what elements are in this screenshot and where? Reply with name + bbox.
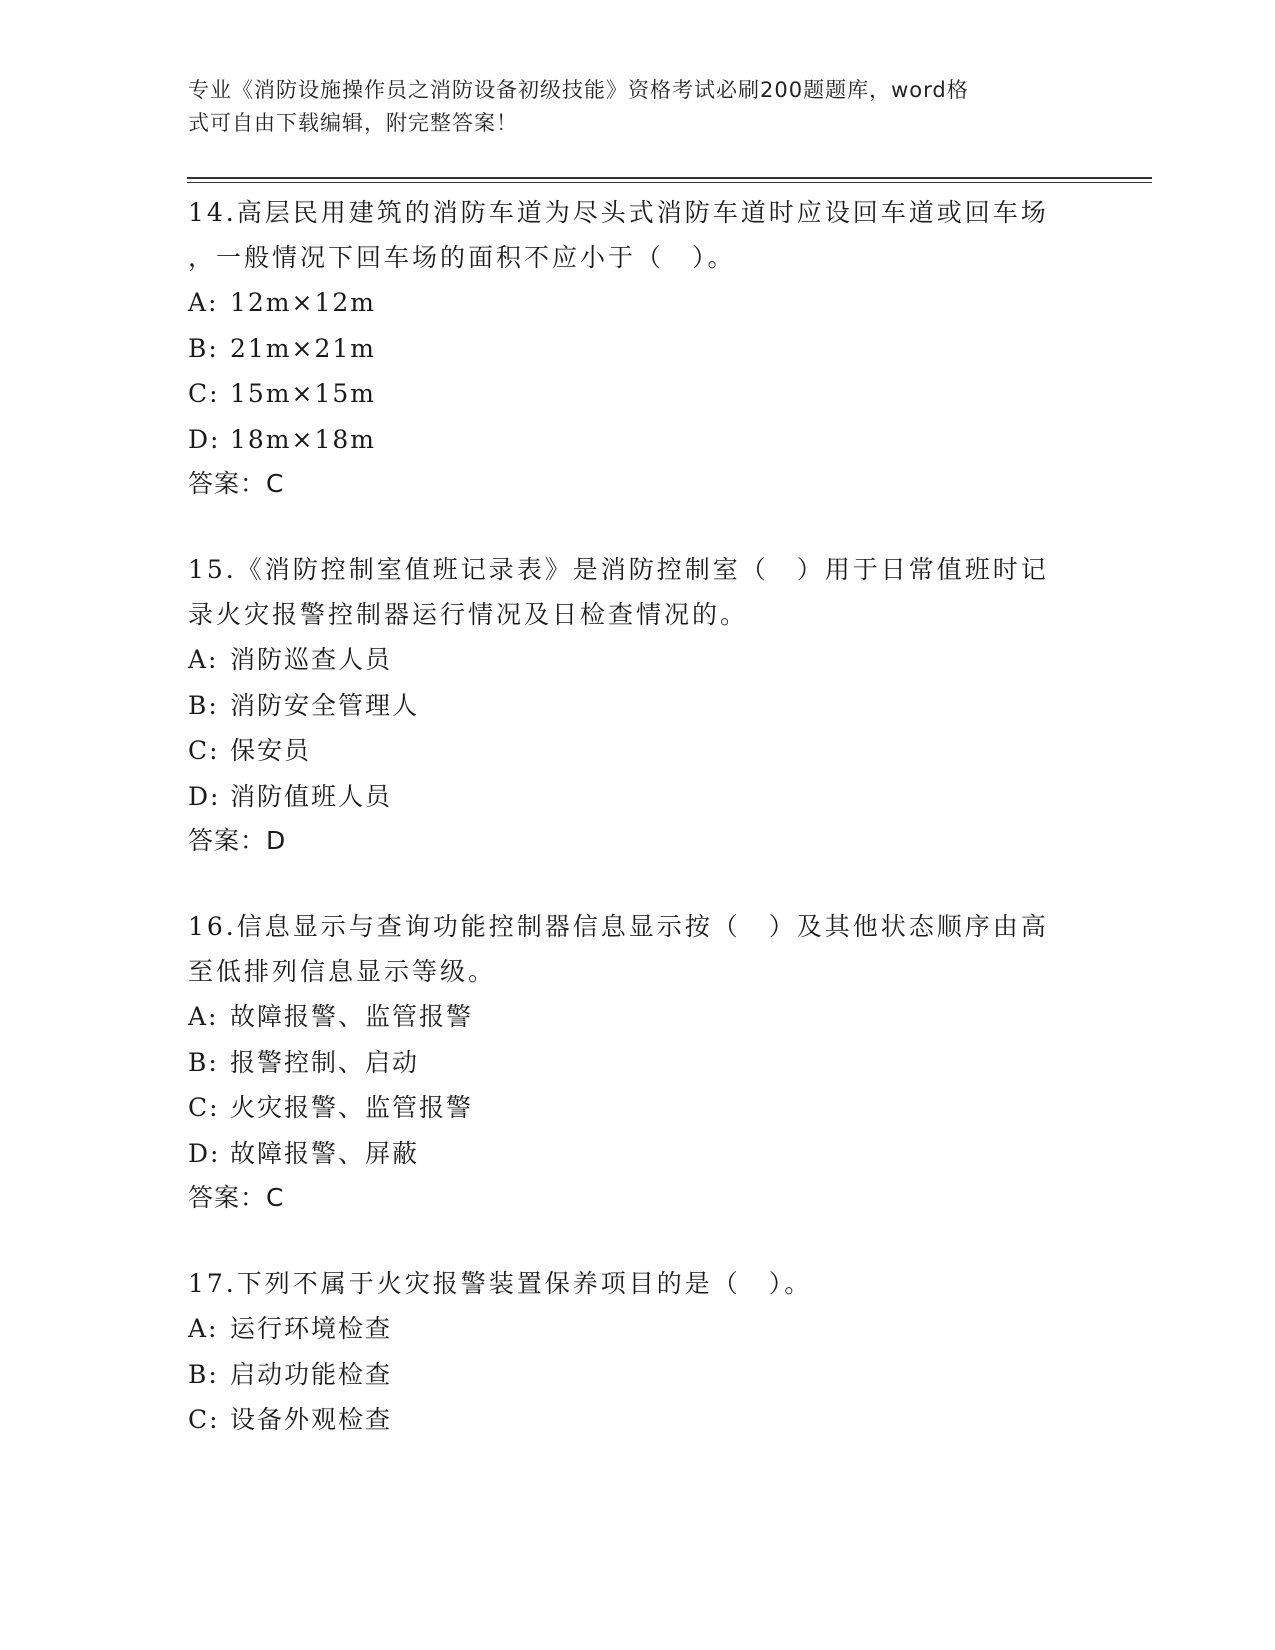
question-text-line-2: 录火灾报警控制器运行情况及日检查情况的。 [188, 600, 749, 629]
answer-label: 答案：C [188, 1183, 285, 1212]
option-text: 火灾报警、监管报警 [230, 1093, 474, 1122]
option-c [188, 728, 1088, 774]
question-text [188, 190, 1088, 280]
option-c [188, 1085, 1088, 1131]
question-text [188, 904, 1088, 994]
question-16 [188, 904, 1088, 1220]
option-b [188, 326, 1088, 372]
option-text: 消防安全管理人 [230, 690, 420, 720]
option-letter: C: [188, 1405, 220, 1434]
question-text [188, 1261, 1088, 1306]
option-b [188, 1040, 1088, 1086]
option-letter: A: [188, 1314, 219, 1343]
question-14 [188, 190, 1088, 506]
question-text-line-1: 14.高层民用建筑的消防车道为尽头式消防车道时应设回车道或回车场 [188, 198, 1049, 227]
option-a [188, 280, 1088, 326]
option-text: 设备外观检查 [230, 1405, 393, 1434]
option-text: 故障报警、监管报警 [230, 1002, 474, 1031]
question-text-line-2: 至低排列信息显示等级。 [188, 957, 497, 986]
option-text: 15m×15m [230, 379, 376, 408]
option-text: 报警控制、启动 [230, 1047, 420, 1077]
question-text-line-2: ，一般情况下回车场的面积不应小于（ ）。 [188, 243, 736, 272]
option-c [188, 1397, 1088, 1443]
question-list [188, 190, 1088, 1484]
question-17 [188, 1261, 1088, 1443]
header-line-2: 式可自由下载编辑，附完整答案！ [188, 111, 518, 135]
option-text: 消防巡查人员 [230, 645, 393, 674]
option-letter: C: [188, 379, 220, 408]
option-text: 12m×12m [230, 288, 376, 317]
answer-label: 答案：C [188, 469, 285, 498]
option-text: 运行环境检查 [230, 1314, 393, 1343]
option-text: 故障报警、屏蔽 [230, 1138, 420, 1168]
option-a [188, 1306, 1088, 1352]
option-letter: C: [188, 736, 220, 765]
question-text-line-1: 16.信息显示与查询功能控制器信息显示按（ ）及其他状态顺序由高 [188, 912, 1049, 941]
option-letter: D: [188, 1138, 221, 1168]
header-divider-thick [187, 177, 1152, 179]
option-text: 18m×18m [230, 424, 376, 454]
question-text-line-1: 17.下列不属于火灾报警装置保养项目的是（ ）。 [188, 1269, 813, 1298]
option-letter: B: [188, 1359, 219, 1389]
option-letter: B: [188, 333, 219, 363]
option-letter: A: [188, 1002, 219, 1031]
option-letter: A: [188, 288, 219, 317]
option-letter: C: [188, 1093, 220, 1122]
option-a [188, 994, 1088, 1040]
option-text: 消防值班人员 [230, 781, 393, 811]
question-15 [188, 547, 1088, 863]
document-header [188, 74, 1068, 140]
option-letter: B: [188, 1047, 219, 1077]
option-text: 21m×21m [230, 333, 376, 363]
option-letter: D: [188, 424, 221, 454]
header-divider-thin [187, 182, 1152, 183]
option-letter: A: [188, 645, 219, 674]
option-text: 保安员 [230, 736, 312, 765]
header-line-1: 专业《消防设施操作员之消防设备初级技能》资格考试必刷200题题库，word格 [188, 78, 969, 102]
option-d [188, 774, 1088, 820]
option-d [188, 1131, 1088, 1177]
option-c [188, 371, 1088, 417]
option-a [188, 637, 1088, 683]
question-text [188, 547, 1088, 637]
option-text: 启动功能检查 [230, 1359, 393, 1389]
option-letter: B: [188, 690, 219, 720]
option-letter: D: [188, 781, 221, 811]
option-b [188, 1352, 1088, 1398]
answer-label: 答案：D [188, 826, 287, 855]
question-text-line-1: 15.《消防控制室值班记录表》是消防控制室（ ）用于日常值班时记 [188, 555, 1049, 584]
option-b [188, 683, 1088, 729]
option-d [188, 417, 1088, 463]
